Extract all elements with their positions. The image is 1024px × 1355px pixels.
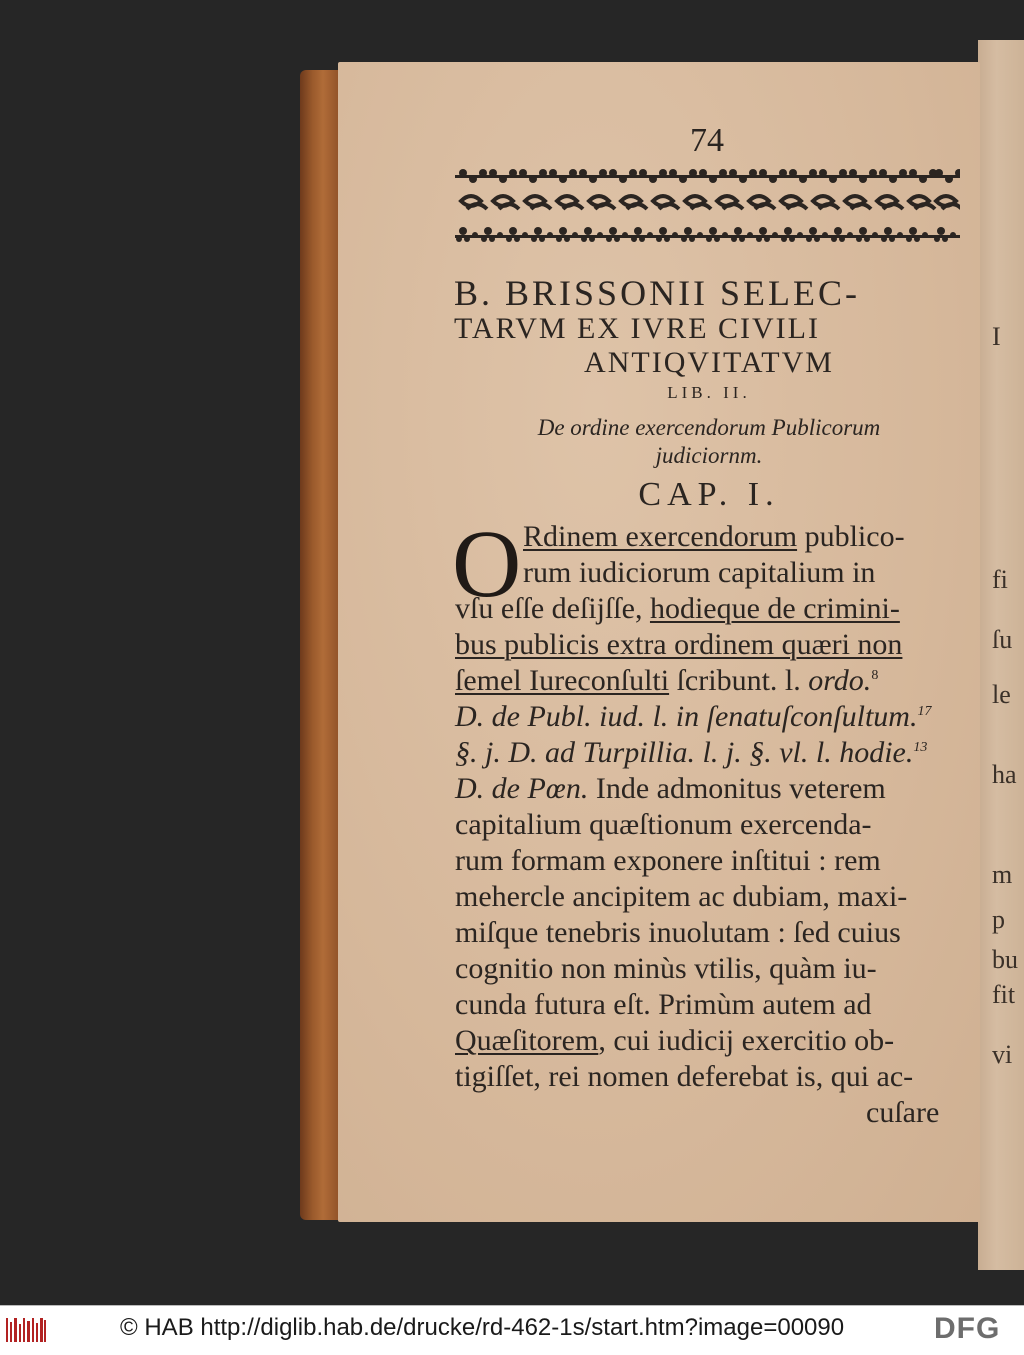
underlined-phrase: ſemel Iureconſulti xyxy=(455,664,670,697)
next-page-fragment: fi xyxy=(992,565,1008,594)
title-line-2: TARVM EX IVRE CIVILI xyxy=(454,312,820,345)
text-line-16: tigiſſet, rei nomen deferebat is, qui ac- xyxy=(455,1060,914,1093)
citation: ordo. xyxy=(808,664,872,697)
text-line-1 xyxy=(523,520,905,554)
next-page-fragment: fit xyxy=(992,980,1016,1009)
text-line-8 xyxy=(455,772,886,806)
next-page-fragment: I xyxy=(992,322,1001,351)
text-line-10: rum formam exponere inſtitui : rem xyxy=(455,844,881,877)
text-line-13: cognitio non minùs vtilis, quàm iu- xyxy=(455,952,877,985)
citation: D. de Publ. iud. l. in ſenatuſconſultum. xyxy=(455,700,918,733)
next-page-fragment: ha xyxy=(992,760,1017,789)
underlined-phrase: Quæſitorem xyxy=(455,1024,599,1057)
chapter-heading: CAP. I. xyxy=(638,476,780,513)
title-line-3: ANTIQVITATVM xyxy=(584,346,834,379)
text-span: ſcribunt. l. xyxy=(669,664,809,697)
next-page-fragment: m xyxy=(992,860,1013,889)
book-number: LIB. II. xyxy=(667,383,751,402)
text-line-11: mehercle ancipitem ac dubiam, maxi- xyxy=(455,880,908,913)
drop-capital: O xyxy=(452,510,522,617)
subtitle-line-1: De ordine exercendorum Publicorum xyxy=(537,415,881,440)
dfg-logo: DFG xyxy=(934,1312,1001,1345)
next-page-fragment: le xyxy=(992,680,1011,709)
citation-number: 8 xyxy=(871,668,879,683)
text-line-6 xyxy=(455,700,931,734)
text-span: publico- xyxy=(797,520,905,553)
citation: §. j. D. ad Turpillia. l. j. §. vl. l. hodie. xyxy=(455,736,914,769)
next-page-fragment: bu xyxy=(992,945,1018,974)
citation: D. de Pœn. xyxy=(455,772,589,805)
page-number: 74 xyxy=(690,122,724,159)
text-line-14: cunda futura eſt. Primùm autem ad xyxy=(455,988,872,1021)
text-line-3 xyxy=(455,592,900,626)
citation-number: 17 xyxy=(917,704,932,719)
text-line-5 xyxy=(455,664,878,698)
text-span: vſu eſſe deſijſſe, xyxy=(455,592,650,625)
hab-barcode-icon xyxy=(6,1318,46,1342)
decorative-ornament-band-icon xyxy=(455,165,960,250)
text-line-15 xyxy=(455,1024,894,1058)
next-page-fragment: p xyxy=(992,905,1005,934)
text-line-2: rum iudiciorum capitalium in xyxy=(523,556,876,589)
next-page-edge xyxy=(978,40,1024,1270)
text-span: , cui iudicij exercitio ob- xyxy=(598,1024,895,1057)
text-line-7 xyxy=(455,736,927,770)
citation-number: 13 xyxy=(913,740,928,755)
next-page-fragment: ſu xyxy=(992,625,1013,654)
book-edge xyxy=(300,70,342,1220)
underlined-phrase: Rdinem exercendorum xyxy=(523,520,798,553)
catchword: cuſare xyxy=(866,1096,940,1129)
text-line-12: miſque tenebris inuolutam : ſed cuius xyxy=(455,916,901,949)
chapter-subtitle xyxy=(454,414,964,470)
title-line-1: B. BRISSONII SELEC- xyxy=(454,273,861,313)
underlined-phrase: hodieque de crimini- xyxy=(649,592,900,625)
next-page-fragment: vi xyxy=(992,1040,1013,1069)
text-span: Inde admonitus veterem xyxy=(588,772,886,805)
copyright-link[interactable]: © HAB http://diglib.hab.de/drucke/rd-462-1s/start.htm?image=00090 xyxy=(120,1314,845,1341)
text-line-4: bus publicis extra ordinem quæri non xyxy=(455,628,903,661)
text-line-9: capitalium quæſtionum exercenda- xyxy=(455,808,872,841)
subtitle-line-2: judiciornm. xyxy=(655,443,763,468)
